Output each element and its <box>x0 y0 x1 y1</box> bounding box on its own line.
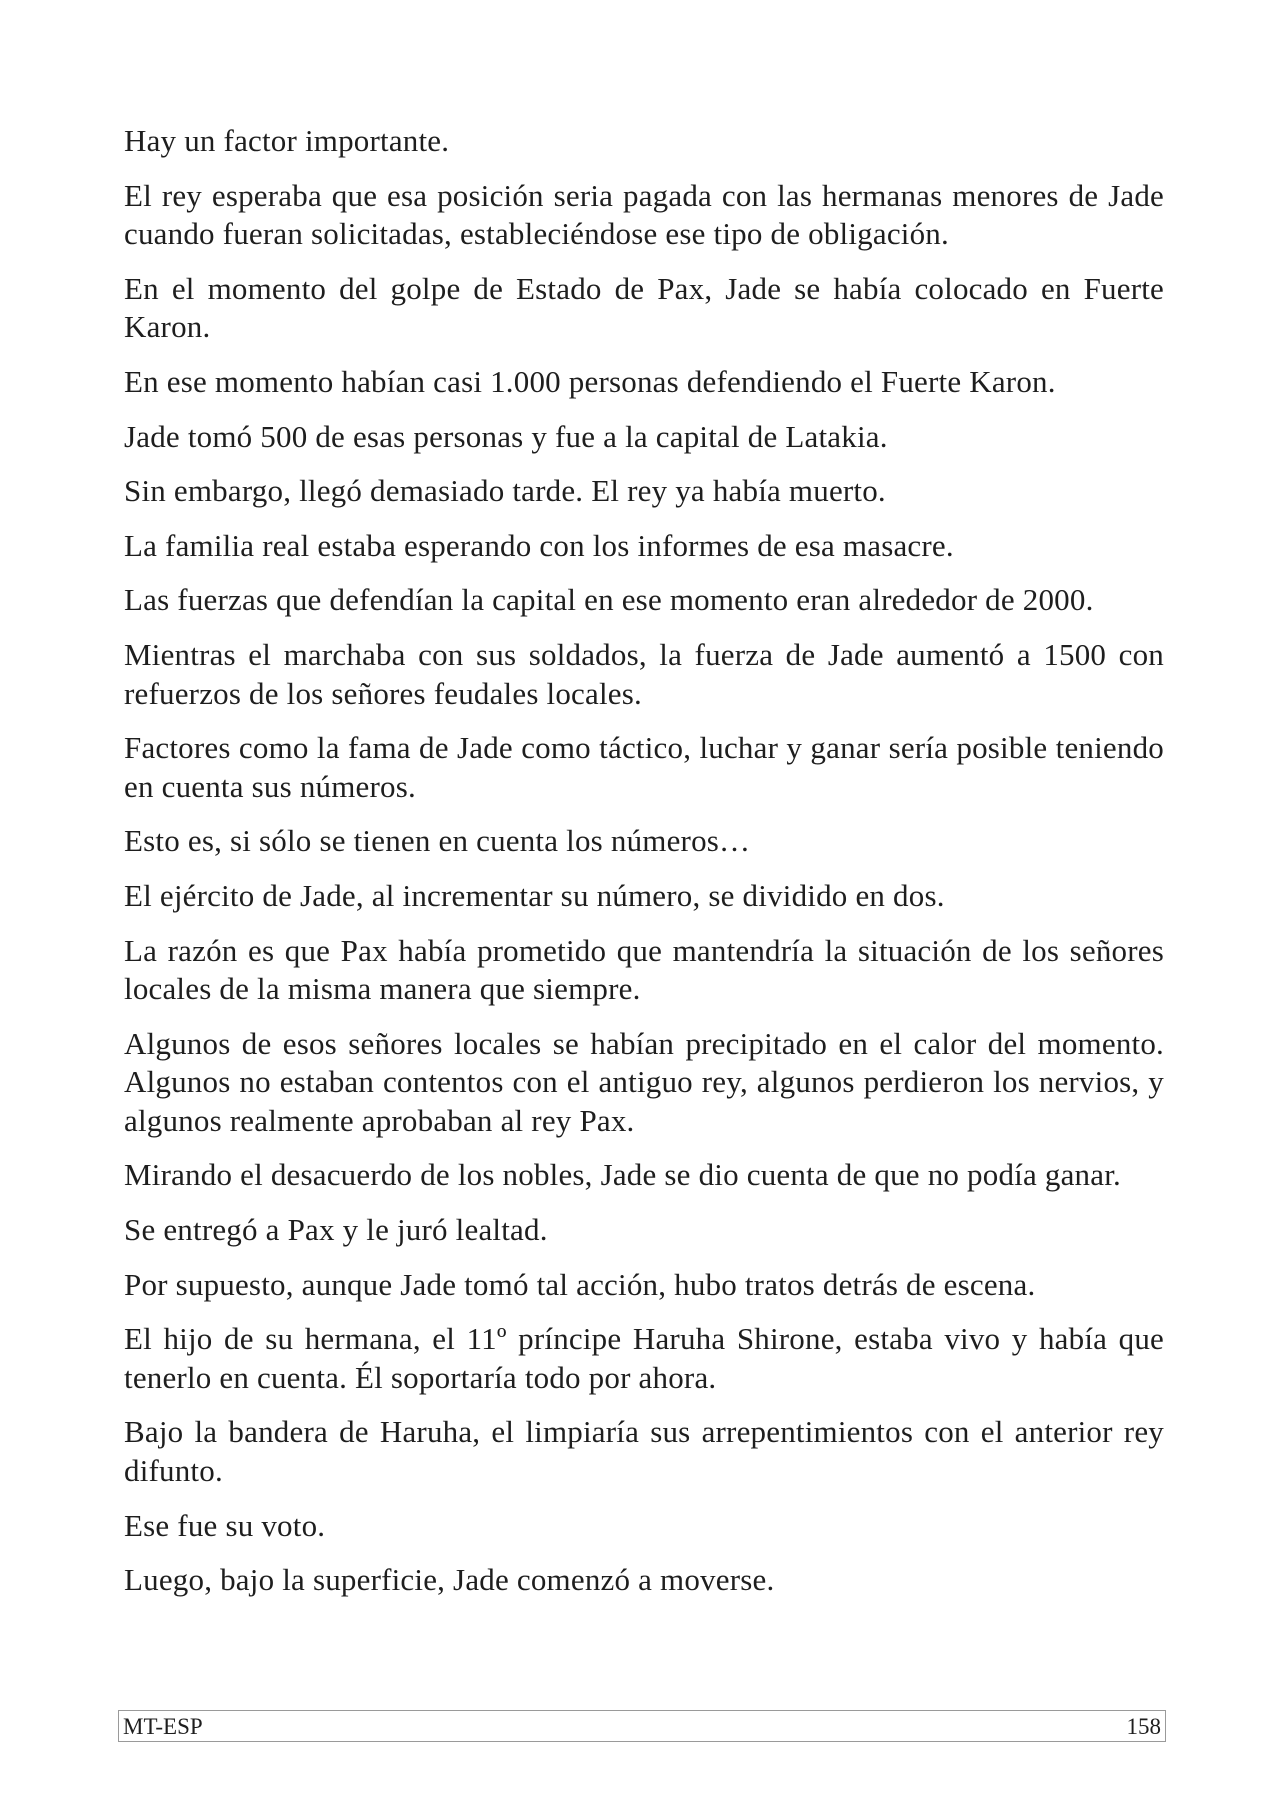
paragraph: Mientras el marchaba con sus soldados, la fuerza de Jade aumentó a 1500 con refuerzos de los señores feudales locales. <box>124 636 1164 711</box>
paragraph: Luego, bajo la superficie, Jade comenzó a moverse. <box>124 1562 775 1598</box>
page-number: 158 <box>1126 1713 1161 1739</box>
paragraph: Esto es, si sólo se tienen en cuenta los números… <box>124 823 751 859</box>
paragraph: La razón es que Pax había prometido que mantendría la situación de los señores locales de la misma manera que siempre. <box>124 932 1164 1007</box>
paragraph: Las fuerzas que defendían la capital en ese momento eran alrededor de 2000. <box>124 582 1094 618</box>
body-text <box>124 122 1164 1616</box>
paragraph: Factores como la fama de Jade como táctico, luchar y ganar sería posible teniendo en cuenta sus números. <box>124 730 1164 804</box>
footer-label: MT-ESP <box>123 1713 203 1739</box>
page-footer <box>118 1710 1166 1742</box>
paragraph: El rey esperaba que esa posición seria pagada con las hermanas menores de Jade cuando fueran solicitadas, estableciéndose ese tipo de obligación. <box>124 177 1164 252</box>
paragraph: Jade tomó 500 de esas personas y fue a la capital de Latakia. <box>124 418 888 454</box>
paragraph: Mirando el desacuerdo de los nobles, Jade se dio cuenta de que no podía ganar. <box>124 1157 1121 1193</box>
paragraph: En ese momento habían casi 1.000 personas defendiendo el Fuerte Karon. <box>124 363 1056 399</box>
paragraph: El ejército de Jade, al incrementar su número, se dividido en dos. <box>124 877 945 913</box>
paragraph: Algunos de esos señores locales se habían precipitado en el calor del momento. Algunos no estaban contentos con el antiguo rey, algunos perdieron los nervios, y algunos realmente aprobaban al rey Pax. <box>124 1025 1164 1138</box>
paragraph: Bajo la bandera de Haruha, el limpiaría sus arrepentimientos con el anterior rey difunto. <box>124 1414 1164 1489</box>
paragraph: Hay un factor importante. <box>124 123 450 158</box>
paragraph: El hijo de su hermana, el 11º príncipe Haruha Shirone, estaba vivo y había que tenerlo en cuenta. Él soportaría todo por ahora. <box>124 1321 1164 1395</box>
paragraph: Sin embargo, llegó demasiado tarde. El rey ya había muerto. <box>124 473 886 509</box>
paragraph: En el momento del golpe de Estado de Pax, Jade se había colocado en Fuerte Karon. <box>124 270 1164 345</box>
paragraph: Por supuesto, aunque Jade tomó tal acción, hubo tratos detrás de escena. <box>124 1266 1036 1302</box>
paragraph: Se entregó a Pax y le juró lealtad. <box>124 1212 548 1248</box>
paragraph: Ese fue su voto. <box>124 1507 326 1543</box>
paragraph: La familia real estaba esperando con los informes de esa masacre. <box>124 527 954 563</box>
